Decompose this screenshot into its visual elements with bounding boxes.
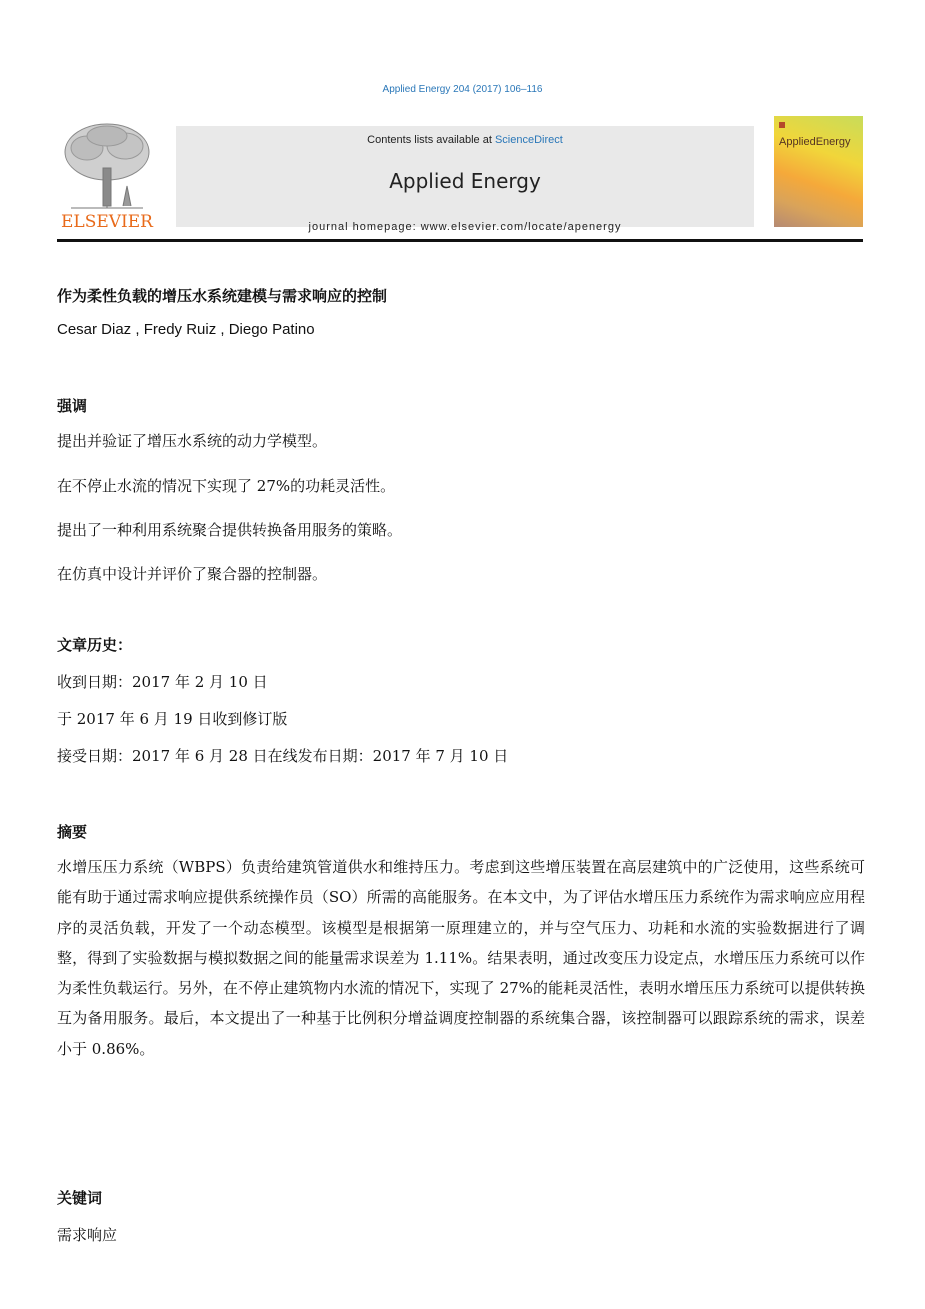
- contents-prefix: Contents lists available at: [367, 134, 495, 146]
- abstract-text: 水增压压力系统（WBPS）负责给建筑管道供水和维持压力。考虑到这些增压装置在高层建筑中的广泛使用，这些系统可能有助于通过需求响应提供系统操作员（SO）所需的高能服务。在本文中，为了评估水增压压力系统作为需求响应应用程序的灵活负载，开发了一个动态模型。该模型是根据第一原理建立的，并与空气压力、功耗和水流的实验数据进行了调整，得到了实验数据与模拟数据之间的能量需求误差为 1.11%。结果表明，通过改变压力设定点，水增压压力系统可以作为柔性负载运行。另外，在不停止建筑物内水流的情况下，实现了 27%的能耗灵活性，表明水增压压力系统可以提供转换互为备用服务。最后，本文提出了一种基于比例积分增益调度控制器的系统集合器，该控制器可以跟踪系统的需求，误差小于 0.86%。: [57, 858, 865, 1058]
- journal-homepage[interactable]: journal homepage: www.elsevier.com/locate/apenergy: [308, 221, 622, 233]
- header-rule: [57, 239, 863, 242]
- keywords-heading: 关键词: [57, 1189, 103, 1207]
- history-heading: 文章历史：: [57, 636, 133, 654]
- sciencedirect-link[interactable]: ScienceDirect: [494, 134, 563, 146]
- highlight-item: 在仿真中设计并评价了聚合器的控制器。: [57, 565, 328, 583]
- cover-corner-mark: [779, 122, 785, 128]
- abstract-heading: 摘要: [57, 823, 88, 841]
- highlight-item: 在不停止水流的情况下实现了 27%的功耗灵活性。: [57, 477, 396, 495]
- journal-name: Applied Energy: [389, 169, 541, 193]
- journal-cover: [774, 116, 863, 227]
- highlight-item: 提出了一种利用系统聚合提供转换备用服务的策略。: [57, 521, 403, 539]
- highlights-heading: 强调: [57, 397, 88, 415]
- author-list: Cesar Diaz , Fredy Ruiz , Diego Patino: [57, 321, 315, 338]
- paper-title: 作为柔性负载的增压水系统建模与需求响应的控制: [57, 287, 388, 305]
- keyword-item: 需求响应: [57, 1226, 118, 1244]
- elsevier-logo: [57, 120, 157, 232]
- journal-header: [57, 116, 863, 244]
- journal-citation[interactable]: Applied Energy 204 (2017) 106–116: [382, 84, 543, 95]
- elsevier-tree-icon: [57, 120, 157, 210]
- publisher-wordmark: ELSEVIER: [61, 212, 153, 232]
- journal-banner: [176, 126, 754, 233]
- history-received: 收到日期：2017 年 2 月 10 日: [57, 673, 268, 691]
- history-revised: 于 2017 年 6 月 19 日收到修订版: [57, 710, 288, 728]
- history-accepted: 接受日期：2017 年 6 月 28 日在线发布日期：2017 年 7 月 10 日: [57, 747, 509, 765]
- contents-line: [176, 134, 754, 146]
- highlight-item: 提出并验证了增压水系统的动力学模型。: [57, 432, 328, 450]
- cover-title: AppliedEnergy: [779, 136, 851, 148]
